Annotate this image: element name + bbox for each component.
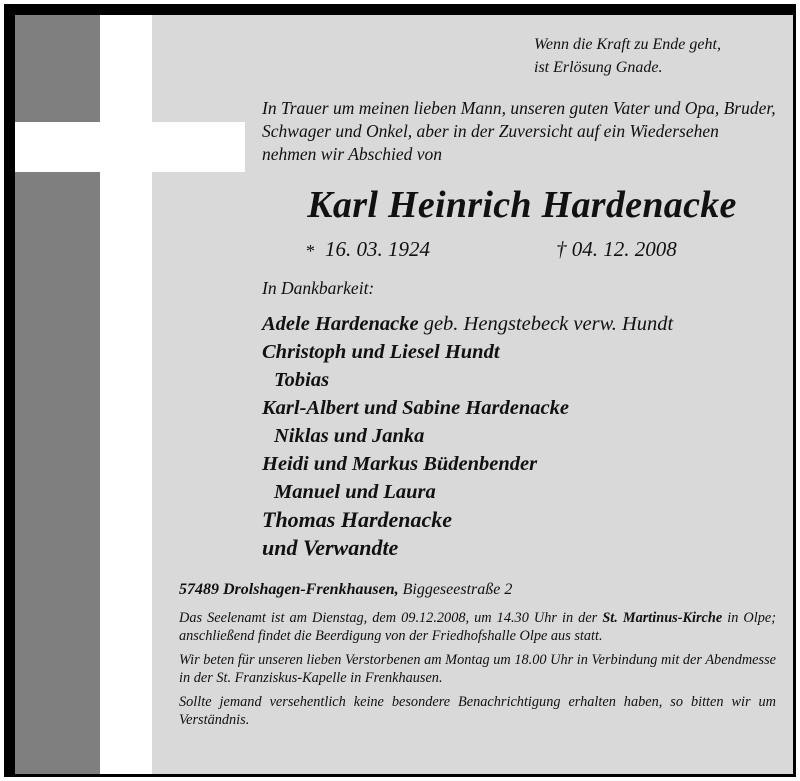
family-list	[262, 310, 673, 562]
address-street: Biggeseestraße 2	[398, 581, 513, 598]
thanks-label: In Dankbarkeit:	[262, 278, 375, 298]
family-name: Tobias	[274, 369, 330, 391]
family-name: Niklas und Janka	[274, 425, 425, 447]
address	[179, 581, 512, 599]
family-row-7	[262, 478, 673, 506]
birth-date	[306, 237, 430, 262]
deceased-name: Karl Heinrich Hardenacke	[307, 184, 737, 226]
family-name: Adele Hardenacke	[262, 313, 419, 335]
church-name: St. Martinus-Kirche	[602, 610, 723, 626]
obituary-notice	[15, 15, 793, 774]
note-apology: Sollte jemand versehentlich keine besondere Benachrichtigung erhalten haben, so bitten wir um Verständnis.	[179, 694, 776, 728]
family-row-2	[262, 338, 673, 366]
birth-symbol: *	[306, 241, 315, 261]
birth-date-value: 16. 03. 1924	[325, 237, 430, 261]
family-row-4	[262, 394, 673, 422]
motto-line-1: Wenn die Kraft zu Ende geht,	[534, 36, 721, 53]
motto	[534, 33, 721, 79]
family-row-8	[262, 506, 673, 534]
family-row-9	[262, 534, 673, 562]
family-row-1	[262, 310, 673, 338]
notice-border	[4, 4, 796, 777]
family-name: Heidi und Markus Büdenbender	[262, 453, 538, 475]
service-notes	[179, 609, 776, 735]
note-text: in Olpe; anschließend findet die Beerdigung von der Friedhofshalle Olpe aus statt.	[179, 610, 776, 644]
family-note: geb. Hengstebeck verw. Hundt	[418, 313, 674, 335]
note-requiem	[179, 609, 776, 645]
family-row-3	[262, 366, 673, 394]
cross-bar	[15, 122, 245, 172]
note-prayer: Wir beten für unseren lieben Verstorbenen am Montag um 18.00 Uhr in Verbindung mit der Abendmesse in der St. Franziskus-Kapelle in Frenkhausen.	[179, 652, 776, 686]
address-city: 57489 Drolshagen-Frenkhausen,	[179, 581, 399, 598]
family-name: Manuel und Laura	[274, 481, 436, 503]
family-name: und Verwandte	[262, 535, 399, 560]
death-date: † 04. 12. 2008	[556, 237, 677, 261]
family-name: Thomas Hardenacke	[262, 507, 453, 532]
intro-text: In Trauer um meinen lieben Mann, unseren guten Vater und Opa, Bruder, Schwager und Onkel, aber in der Zuversicht auf ein Wiedersehen nehmen wir Abschied von	[262, 98, 776, 164]
family-name: Karl-Albert und Sabine Hardenacke	[262, 397, 569, 419]
family-row-6	[262, 450, 673, 478]
motto-line-2: ist Erlösung Gnade.	[534, 59, 663, 76]
family-row-5	[262, 422, 673, 450]
family-name: Christoph und Liesel Hundt	[262, 341, 500, 363]
note-text: Das Seelenamt ist am Dienstag, dem 09.12.2008, um 14.30 Uhr in der	[179, 610, 603, 626]
